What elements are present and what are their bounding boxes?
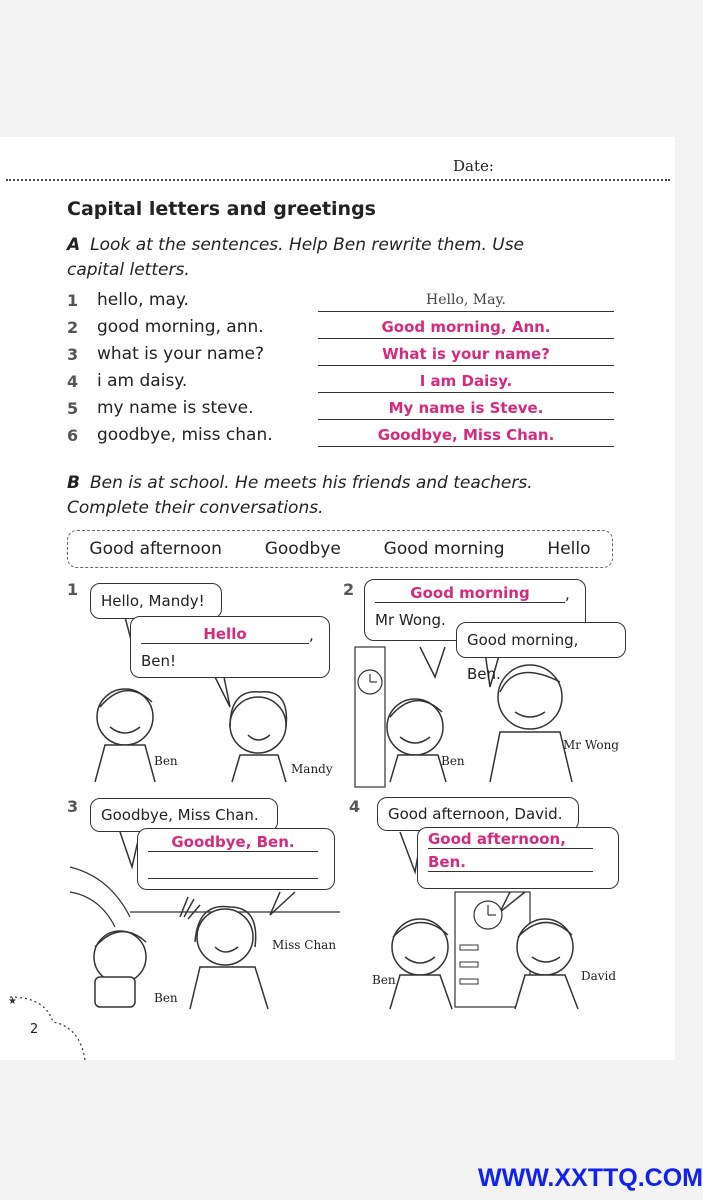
part-a-letter: A: [67, 235, 81, 255]
speech-bubble: Good morning, Ben.: [456, 622, 626, 658]
answer-line[interactable]: Good afternoon,: [428, 830, 593, 849]
panel-number: 1: [67, 580, 79, 599]
answer-line[interactable]: What is your name?: [318, 343, 614, 366]
watermark: WWW.XXTTQ.COM: [478, 1164, 703, 1192]
part-b-instruction: [67, 471, 547, 521]
part-a-instruction: [67, 233, 547, 283]
panel-number: 3: [67, 797, 79, 816]
page-number: 2: [30, 1022, 39, 1037]
answer-line[interactable]: [148, 856, 318, 879]
character-label: Ben: [372, 973, 396, 987]
character-label: Mandy: [291, 762, 333, 776]
date-rule: [6, 179, 670, 181]
speech-bubble: Good afternoon, David.: [377, 797, 579, 831]
character-label: Mr Wong: [563, 738, 619, 752]
speech-bubble: [137, 828, 335, 890]
item-question: hello, may.: [97, 290, 189, 310]
panel-number: 2: [343, 580, 355, 599]
speech-bubble: [130, 616, 330, 678]
answer-line[interactable]: Goodbye, Ben.: [148, 833, 318, 852]
word-bank-item: Good afternoon: [89, 539, 222, 559]
speech-bubble: [417, 827, 619, 889]
answer-line[interactable]: Hello, May.: [318, 289, 614, 312]
word-bank: [67, 530, 613, 568]
answer-line[interactable]: Ben.: [428, 853, 593, 872]
character-label: David: [581, 969, 617, 983]
page-corner-decoration: [5, 992, 90, 1060]
character-label: Ben: [154, 754, 178, 768]
answer-line[interactable]: My name is Steve.: [318, 397, 614, 420]
answer-line[interactable]: Good morning, Ann.: [318, 316, 614, 339]
item-number: 6: [67, 426, 79, 445]
comma: ,: [309, 626, 314, 644]
word-bank-item: Hello: [547, 539, 591, 559]
item-number: 4: [67, 372, 79, 391]
page-title: Capital letters and greetings: [67, 198, 376, 220]
item-question: my name is steve.: [97, 398, 254, 418]
part-a-text: Look at the sentences. Help Ben rewrite them. Use capital letters.: [67, 235, 525, 280]
date-label: Date:: [453, 157, 494, 175]
answer-line[interactable]: Hello: [141, 625, 309, 644]
item-question: i am daisy.: [97, 371, 188, 391]
speech-bubble: Goodbye, Miss Chan.: [90, 798, 278, 832]
item-question: what is your name?: [97, 344, 265, 364]
item-number: 1: [67, 291, 79, 310]
character-label: Miss Chan: [272, 938, 337, 952]
item-number: 5: [67, 399, 79, 418]
bubble-text: Ben!: [141, 652, 177, 670]
word-bank-item: Goodbye: [264, 539, 341, 559]
svg-text:★: ★: [8, 996, 17, 1007]
word-bank-item: Good morning: [383, 539, 505, 559]
bubble-text: Mr Wong.: [375, 611, 446, 629]
item-number: 3: [67, 345, 79, 364]
worksheet-page: [0, 137, 675, 1060]
item-question: good morning, ann.: [97, 317, 264, 337]
speech-bubble: Hello, Mandy!: [90, 583, 222, 619]
panel-number: 4: [349, 797, 361, 816]
answer-line[interactable]: I am Daisy.: [318, 370, 614, 393]
comma: ,: [565, 585, 570, 603]
part-b-text: Ben is at school. He meets his friends and teachers. Complete their conversations.: [67, 473, 533, 518]
item-number: 2: [67, 318, 79, 337]
answer-line[interactable]: Good morning: [375, 584, 565, 603]
character-label: Ben: [154, 991, 178, 1005]
character-label: Ben: [441, 754, 465, 768]
part-b-letter: B: [67, 473, 80, 493]
item-question: goodbye, miss chan.: [97, 425, 273, 445]
answer-line[interactable]: Goodbye, Miss Chan.: [318, 424, 614, 447]
